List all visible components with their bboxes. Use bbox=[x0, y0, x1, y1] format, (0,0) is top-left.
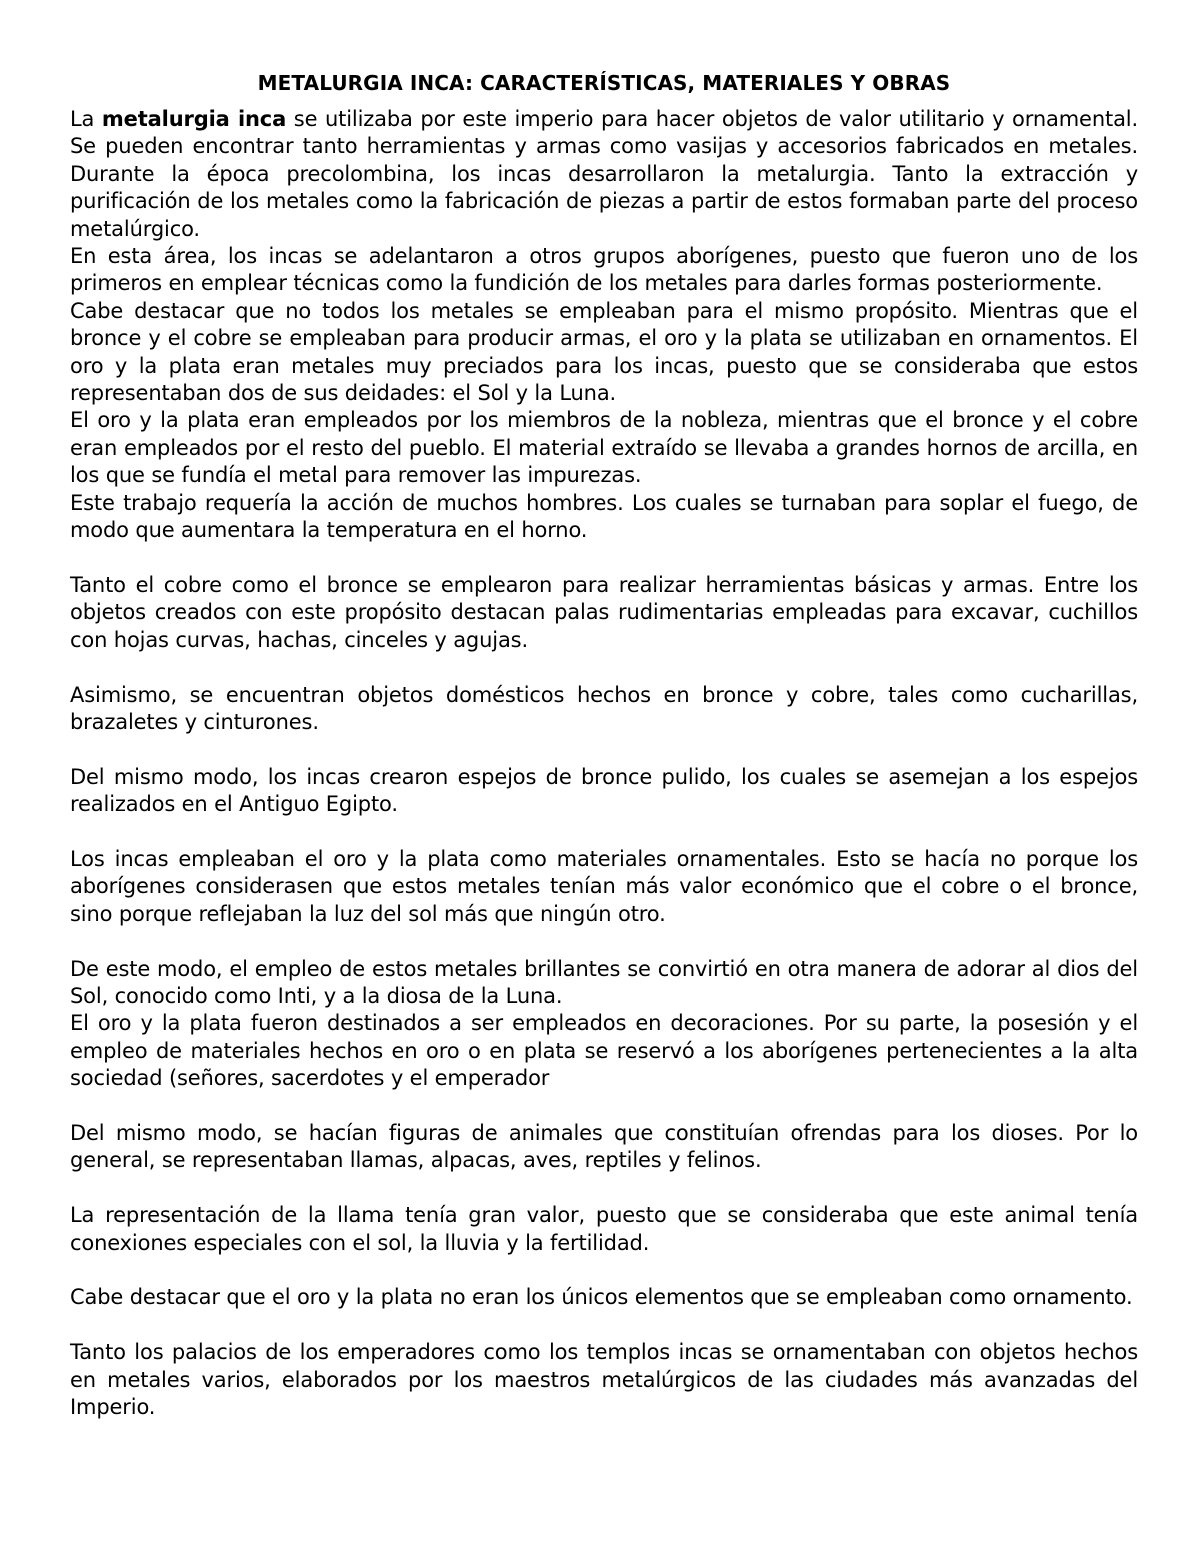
paragraph-mirrors: Del mismo modo, los incas crearon espejos de bronce pulido, los cuales se asemejan a los espejos realizados en el Antiguo Egipto. bbox=[70, 764, 1138, 817]
paragraph-area: En esta área, los incas se adelantaron a otros grupos aborígenes, puesto que fueron uno de los primeros en emplear técnicas como la fundición de los metales para darles formas posteriormente. bbox=[70, 244, 1138, 296]
paragraph-worship: De este modo, el empleo de estos metales brillantes se convirtió en otra manera de adorar al dios del Sol, conocido como Inti, y a la diosa de la Luna. bbox=[70, 956, 1138, 1008]
paragraph-figures: Del mismo modo, se hacían figuras de animales que constituían ofrendas para los dioses. Por lo general, se representaban llamas, alpacas, aves, reptiles y felinos. bbox=[70, 1120, 1138, 1173]
paragraph-llama: La representación de la llama tenía gran valor, puesto que se consideraba que este animal tenía conexiones especiales con el sol, la lluvia y la fertilidad. bbox=[70, 1203, 1138, 1255]
paragraph-ornamental: Los incas empleaban el oro y la plata como materiales ornamentales. Esto se hacía no porque los aborígenes considerasen que estos metales tenían más valor económico que el cobre o el bronce, sino porque reflejaban la luz del sol más que ningún otro. bbox=[70, 846, 1138, 926]
paragraph-labor: Este trabajo requería la acción de muchos hombres. Los cuales se turnaban para soplar el fuego, de modo que aumentara la temperatura en el horno. bbox=[70, 490, 1138, 543]
document-title: METALURGIA INCA: CARACTERÍSTICAS, MATERIALES Y OBRAS bbox=[257, 71, 951, 95]
paragraph-nobility: El oro y la plata eran empleados por los miembros de la nobleza, mientras que el bronce y el cobre eran empleados por el resto del pueblo. El material extraído se llevaba a grandes hornos de arcilla, en los que se fundía el metal para remover las impurezas. bbox=[70, 408, 1138, 488]
paragraph-decorations: El oro y la plata fueron destinados a ser empleados en decoraciones. Por su parte, la posesión y el empleo de materiales hechos en oro o en plata se reservó a los aborígenes pertenecientes a la alta sociedad (señores, sacerdotes y el emperador bbox=[70, 1011, 1138, 1091]
paragraph-palaces: Tanto los palacios de los emperadores como los templos incas se ornamentaban con objetos hechos en metales varios, elaborados por los maestros metalúrgicos de las ciudades más avanzadas del Imperio. bbox=[70, 1340, 1138, 1419]
intro-term: metalurgia inca bbox=[101, 107, 287, 131]
paragraph-purpose: Cabe destacar que no todos los metales se empleaban para el mismo propósito. Mientras que el bronce y el cobre se empleaban para producir armas, el oro y la plata se utilizaban en ornamentos. El oro y la plata eran metales muy preciados para los incas, puesto que se consideraba que estos representaban dos de sus deidades: el Sol y la Luna. bbox=[70, 298, 1138, 406]
paragraph-other-elements: Cabe destacar que el oro y la plata no eran los únicos elementos que se empleaban como ornamento. bbox=[70, 1285, 1133, 1310]
intro-rest: se utilizaba por este imperio para hacer objetos de valor utilitario y ornamental. Se pueden encontrar tanto herramientas y armas como vasijas y accesorios fabricados en metales. Durante la época precolombina, los incas desarrollaron la metalurgia. Tanto la extracción y purificación de los metales como la fabricación de piezas a partir de estos formaban parte del proceso metalúrgico. bbox=[70, 107, 1139, 241]
intro-lead: La bbox=[70, 107, 102, 131]
paragraph-tools: Tanto el cobre como el bronce se emplearon para realizar herramientas básicas y armas. Entre los objetos creados con este propósito destacan palas rudimentarias empleadas para excavar, cuchillos con hojas curvas, hachas, cinceles y agujas. bbox=[70, 572, 1138, 652]
intro-paragraph bbox=[70, 106, 1138, 243]
document-body bbox=[70, 68, 1138, 1421]
paragraph-domestic: Asimismo, se encuentran objetos domésticos hechos en bronce y cobre, tales como cucharillas, brazaletes y cinturones. bbox=[70, 682, 1138, 734]
